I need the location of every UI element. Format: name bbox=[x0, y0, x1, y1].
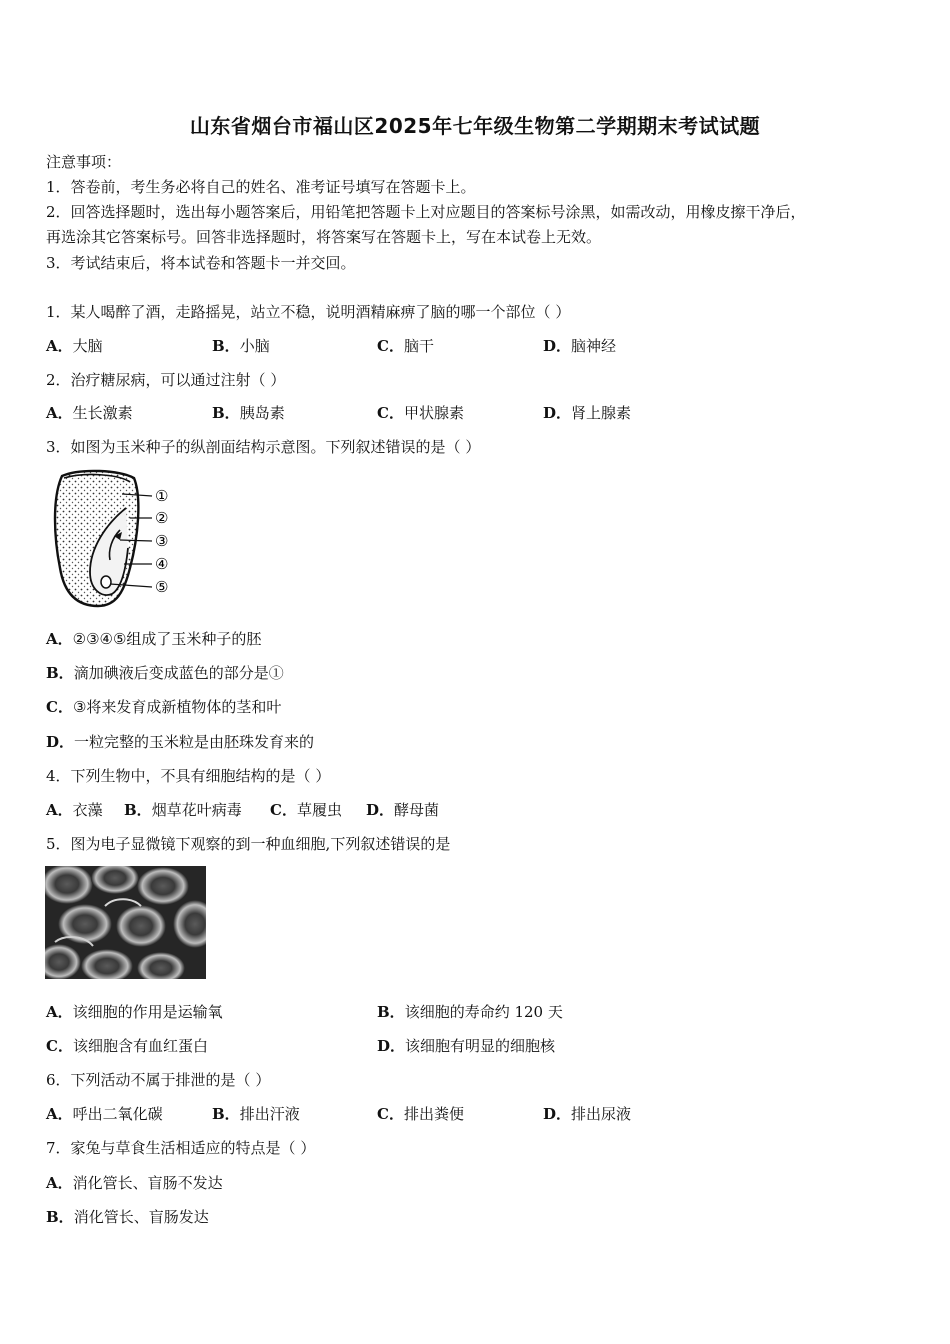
option-letter: A． bbox=[46, 630, 73, 648]
option-b[interactable] bbox=[124, 799, 242, 821]
option-text: 消化管长、盲肠发达 bbox=[73, 1208, 209, 1226]
option-letter: B． bbox=[46, 664, 74, 682]
option-text: 小脑 bbox=[239, 337, 270, 355]
option-letter: A． bbox=[46, 801, 73, 819]
option-letter: A． bbox=[46, 1105, 73, 1123]
option-a[interactable] bbox=[46, 628, 261, 650]
option-d[interactable] bbox=[46, 731, 314, 753]
question-stem: 2．治疗糖尿病，可以通过注射（ ） bbox=[46, 371, 286, 389]
question-stem: 7．家兔与草食生活相适应的特点是（ ） bbox=[46, 1139, 316, 1157]
option-b[interactable] bbox=[212, 335, 270, 357]
option-text: 排出粪便 bbox=[403, 1105, 464, 1123]
diagram-label: ③ bbox=[155, 532, 169, 550]
option-text: 该细胞含有血红蛋白 bbox=[72, 1037, 208, 1055]
notice-item: 3．考试结束后，将本试卷和答题卡一并交回。 bbox=[46, 254, 356, 272]
question-stem: 1．某人喝醉了酒，走路摇晃，站立不稳，说明酒精麻痹了脑的哪一个部位（ ） bbox=[46, 303, 571, 321]
option-b[interactable] bbox=[377, 1001, 563, 1023]
option-text: 胰岛素 bbox=[239, 404, 285, 422]
option-d[interactable] bbox=[543, 1103, 631, 1125]
option-text: 该细胞有明显的细胞核 bbox=[405, 1037, 556, 1055]
option-a[interactable] bbox=[46, 1172, 223, 1194]
option-d[interactable] bbox=[366, 799, 439, 821]
option-d[interactable] bbox=[543, 402, 631, 424]
option-letter: A． bbox=[46, 1174, 73, 1192]
option-b[interactable] bbox=[46, 1206, 209, 1228]
option-a[interactable] bbox=[46, 799, 103, 821]
option-d[interactable] bbox=[543, 335, 616, 357]
option-text: 脑神经 bbox=[571, 337, 617, 355]
option-text: 草履虫 bbox=[296, 801, 342, 819]
option-letter: A． bbox=[46, 404, 73, 422]
question-stem: 5．图为电子显微镜下观察的到一种血细胞,下列叙述错误的是 bbox=[46, 835, 451, 853]
option-text: 一粒完整的玉米粒是由胚珠发育来的 bbox=[74, 733, 315, 751]
option-c[interactable] bbox=[377, 1103, 464, 1125]
red-blood-cell-micrograph bbox=[45, 866, 206, 979]
option-text: ②③④⑤组成了玉米种子的胚 bbox=[72, 630, 262, 648]
option-text: 排出尿液 bbox=[571, 1105, 632, 1123]
option-text: 该细胞的作用是运输氧 bbox=[72, 1003, 223, 1021]
option-letter: D． bbox=[543, 1105, 572, 1123]
option-c[interactable] bbox=[377, 335, 434, 357]
notice-heading: 注意事项： bbox=[46, 153, 122, 171]
option-a[interactable] bbox=[46, 1103, 163, 1125]
question-stem: 3．如图为玉米种子的纵剖面结构示意图。下列叙述错误的是（ ） bbox=[46, 438, 481, 456]
option-text: 生长激素 bbox=[72, 404, 133, 422]
option-text: 衣藻 bbox=[72, 801, 103, 819]
option-letter: B． bbox=[377, 1003, 405, 1021]
diagram-label: ② bbox=[155, 509, 169, 527]
option-letter: A． bbox=[46, 1003, 73, 1021]
question-stem: 6．下列活动不属于排泄的是（ ） bbox=[46, 1071, 271, 1089]
option-letter: C． bbox=[46, 1037, 73, 1055]
option-letter: D． bbox=[366, 801, 395, 819]
option-text: 酵母菌 bbox=[394, 801, 440, 819]
option-letter: B． bbox=[212, 404, 240, 422]
option-letter: C． bbox=[377, 1105, 404, 1123]
notice-item: 2．回答选择题时，选出每小题答案后，用铅笔把答题卡上对应题目的答案标号涂黑，如需改动，用橡皮擦干净后， bbox=[46, 203, 806, 221]
option-text: 烟草花叶病毒 bbox=[151, 801, 242, 819]
option-letter: C． bbox=[377, 337, 404, 355]
diagram-label: ⑤ bbox=[155, 578, 169, 596]
option-letter: B． bbox=[212, 337, 240, 355]
question-stem: 4．下列生物中，不具有细胞结构的是（ ） bbox=[46, 767, 331, 785]
option-letter: B． bbox=[124, 801, 152, 819]
option-b[interactable] bbox=[212, 402, 285, 424]
option-text: 排出汗液 bbox=[239, 1105, 300, 1123]
option-d[interactable] bbox=[377, 1035, 555, 1057]
option-letter: D． bbox=[543, 337, 572, 355]
option-text: 呼出二氧化碳 bbox=[72, 1105, 163, 1123]
page-title: 山东省烟台市福山区2025年七年级生物第二学期期末考试试题 bbox=[189, 114, 761, 138]
notice-item: 1．答卷前，考生务必将自己的姓名、准考证号填写在答题卡上。 bbox=[46, 178, 476, 196]
option-b[interactable] bbox=[212, 1103, 300, 1125]
option-c[interactable] bbox=[46, 1035, 208, 1057]
option-letter: D． bbox=[543, 404, 572, 422]
option-text: 该细胞的寿命约 120 天 bbox=[404, 1003, 563, 1021]
option-letter: C． bbox=[46, 698, 73, 716]
option-text: 消化管长、盲肠不发达 bbox=[72, 1174, 223, 1192]
option-letter: B． bbox=[212, 1105, 240, 1123]
option-a[interactable] bbox=[46, 402, 133, 424]
option-c[interactable] bbox=[270, 799, 342, 821]
option-text: 大脑 bbox=[72, 337, 103, 355]
diagram-label: ① bbox=[155, 487, 169, 505]
diagram-label: ④ bbox=[155, 555, 169, 573]
option-c[interactable] bbox=[377, 402, 464, 424]
option-letter: A． bbox=[46, 337, 73, 355]
option-c[interactable] bbox=[46, 696, 281, 718]
option-text: 脑干 bbox=[403, 337, 434, 355]
option-letter: D． bbox=[377, 1037, 406, 1055]
option-text: 滴加碘液后变成蓝色的部分是① bbox=[73, 664, 284, 682]
option-a[interactable] bbox=[46, 335, 103, 357]
corn-seed-diagram bbox=[50, 468, 180, 610]
option-text: 肾上腺素 bbox=[571, 404, 632, 422]
option-letter: B． bbox=[46, 1208, 74, 1226]
option-letter: D． bbox=[46, 733, 75, 751]
option-a[interactable] bbox=[46, 1001, 223, 1023]
option-letter: C． bbox=[270, 801, 297, 819]
notice-item: 再选涂其它答案标号。回答非选择题时，将答案写在答题卡上，写在本试卷上无效。 bbox=[46, 228, 602, 246]
option-text: ③将来发育成新植物体的茎和叶 bbox=[72, 698, 282, 716]
option-text: 甲状腺素 bbox=[403, 404, 464, 422]
option-b[interactable] bbox=[46, 662, 284, 684]
option-letter: C． bbox=[377, 404, 404, 422]
